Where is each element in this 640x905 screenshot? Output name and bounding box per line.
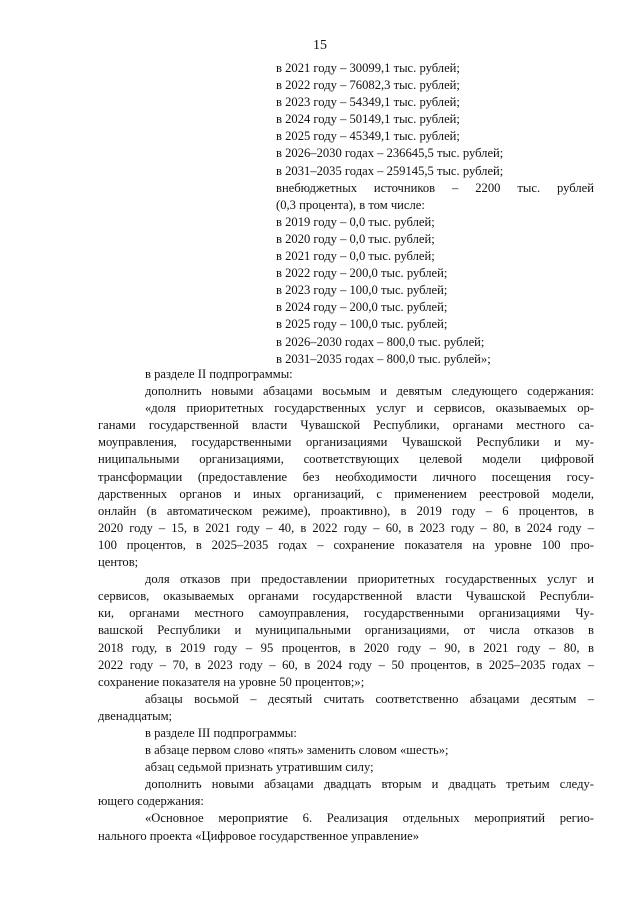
- financing-list: [276, 60, 594, 368]
- financing-line: в 2023 году – 54349,1 тыс. рублей;: [276, 95, 460, 110]
- financing-line: в 2021 году – 30099,1 тыс. рублей;: [276, 61, 460, 75]
- paragraph-line: в абзаце первом слово «пять» заменить словом «шесть»;: [145, 743, 449, 758]
- paragraph-line: ющего содержания:: [98, 794, 204, 809]
- financing-line: в 2025 году – 45349,1 тыс. рублей;: [276, 129, 460, 144]
- page-number: 15: [313, 38, 327, 53]
- paragraph-line: абзацы восьмой – десятый считать соответственно абзацами десятым –: [145, 691, 594, 706]
- paragraph-line: моуправления, государственными организациями Чувашской Республики и му-: [98, 435, 594, 450]
- paragraph-line: дарственных органов и иных организаций, с применением реестровой модели,: [98, 486, 594, 501]
- paragraph-line: нального проекта «Цифровое государственное управление»: [98, 828, 420, 843]
- paragraph-line: ки, органами местного самоуправления, государственными организациями Чу-: [98, 606, 594, 621]
- paragraph-line: в разделе II подпрограммы:: [145, 367, 293, 381]
- financing-line: в 2022 году – 76082,3 тыс. рублей;: [276, 78, 460, 93]
- financing-line: в 2024 году – 200,0 тыс. рублей;: [276, 300, 448, 315]
- paragraph-line: трансформации (предоставление без необходимости личного посещения госу-: [98, 469, 594, 484]
- financing-line: в 2031–2035 годах – 259145,5 тыс. рублей;: [276, 163, 504, 178]
- paragraph-line: «Основное мероприятие 6. Реализация отдельных мероприятий регио-: [145, 811, 594, 826]
- paragraph-line: ниципальными организациями, соответствующих целевой модели цифровой: [98, 452, 594, 467]
- paragraph-line: ганами государственной власти Чувашской Республики, органами местного са-: [98, 418, 594, 433]
- paragraph-line: центов;: [98, 555, 139, 570]
- financing-line: в 2024 году – 50149,1 тыс. рублей;: [276, 112, 460, 127]
- paragraph-line: в разделе III подпрограммы:: [145, 725, 297, 740]
- paragraph-line: доля отказов при предоставлении приоритетных государственных услуг и: [145, 572, 594, 587]
- paragraph-line: 100 процентов, в 2025–2035 годах – сохранение показателя на уровне 100 про-: [98, 537, 594, 552]
- financing-line: в 2020 году – 0,0 тыс. рублей;: [276, 231, 435, 246]
- financing-line: в 2022 году – 200,0 тыс. рублей;: [276, 266, 448, 281]
- financing-line: в 2025 году – 100,0 тыс. рублей;: [276, 317, 448, 332]
- financing-line: в 2021 году – 0,0 тыс. рублей;: [276, 249, 435, 264]
- financing-line: внебюджетных источников – 2200 тыс. рублей: [276, 180, 594, 195]
- financing-line: в 2019 году – 0,0 тыс. рублей;: [276, 214, 435, 229]
- body-text: [98, 366, 594, 845]
- paragraph-line: 2020 году – 15, в 2021 году – 40, в 2022 году – 60, в 2023 году – 80, в 2024 году –: [98, 520, 594, 535]
- paragraph-line: абзац седьмой признать утратившим силу;: [145, 760, 374, 775]
- paragraph-line: дополнить новыми абзацами двадцать вторым и двадцать третьим следу-: [145, 777, 594, 792]
- financing-line: в 2026–2030 годах – 800,0 тыс. рублей;: [276, 334, 485, 349]
- paragraph-line: сохранение показателя на уровне 50 процентов;»;: [98, 674, 365, 689]
- financing-line: (0,3 процента), в том числе:: [276, 197, 425, 212]
- paragraph-line: вашской Республики и муниципальными организациями, от числа отказов в: [98, 623, 594, 638]
- paragraph-line: онлайн (в автоматическом режиме), проактивно), в 2019 году – 6 процентов, в: [98, 503, 594, 518]
- paragraph-line: двенадцатым;: [98, 708, 173, 723]
- financing-line: в 2026–2030 годах – 236645,5 тыс. рублей;: [276, 146, 504, 161]
- paragraph-line: 2018 году, в 2019 году – 95 процентов, в 2020 году – 90, в 2021 году – 80, в: [98, 640, 594, 655]
- paragraph-line: сервисов, оказываемых органами государственной власти Чувашской Республи-: [98, 589, 594, 604]
- financing-line: в 2031–2035 годах – 800,0 тыс. рублей»;: [276, 351, 491, 366]
- paragraph-line: 2022 году – 70, в 2023 году – 60, в 2024 году – 50 процентов, в 2025–2035 годах –: [98, 657, 594, 672]
- financing-line: в 2023 году – 100,0 тыс. рублей;: [276, 283, 448, 298]
- paragraph-line: «доля приоритетных государственных услуг и сервисов, оказываемых ор-: [145, 401, 594, 416]
- paragraph-line: дополнить новыми абзацами восьмым и девятым следующего содержания:: [145, 384, 594, 399]
